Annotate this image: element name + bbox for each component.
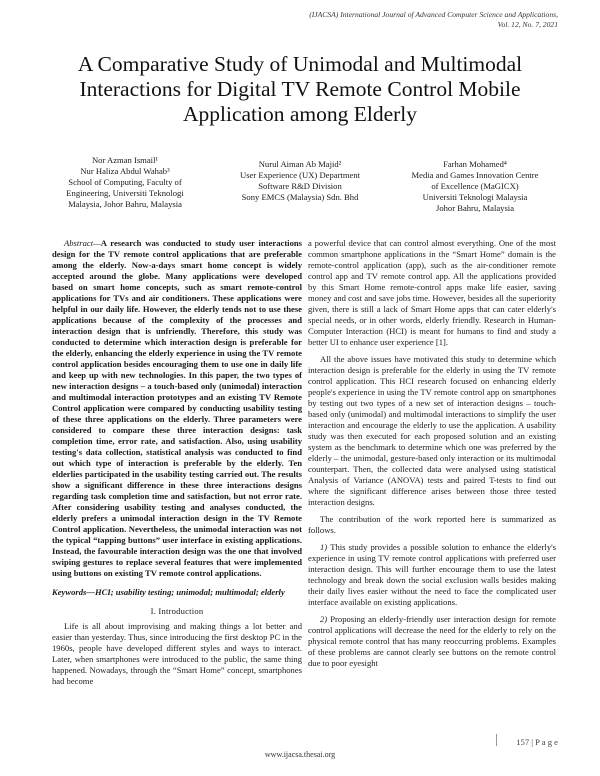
author-name: Farhan Mohamed⁴ — [443, 159, 507, 169]
title-line-3: Application among Elderly — [182, 102, 418, 126]
body-paragraph: The contribution of the work reported here is summarized as follows. — [308, 514, 556, 535]
title-line-2: Interactions for Digital TV Remote Control Mobile — [79, 77, 521, 101]
affiliation-line: Sony EMCS (Malaysia) Sdn. Bhd — [241, 192, 359, 202]
contribution-item-2 — [308, 614, 556, 669]
affiliation-line: User Experience (UX) Department — [239, 170, 361, 180]
paper-title — [40, 52, 560, 127]
affiliation-line: Johor Bahru, Malaysia — [435, 203, 515, 213]
contribution-item-1 — [308, 542, 556, 608]
intro-paragraph: Life is all about improvising and making things a lot better and easier than yesterday. Thus, since introducing the first desktop PC in the 1960s, people have developed different styles and ways to interact. Later, when smartphones were introduced to the public, the same thing happened. Nowadays, through the “Smart Home” concept, smartphones had become — [52, 621, 302, 686]
journal-volume: Vol. 12, No. 7, 2021 — [497, 20, 558, 29]
body-paragraph: a powerful device that can control almost everything. One of the most common smartphone applications in the “Smart Home” domain is the remote-control application (app), such as the air-conditioner remote control app and TV remote control app. All the applications provided by this Smart Home remote-control apps make life easier, saving money and cost and save jobs time. However, besides all the superiority given, there is still a lack of Smart Home apps that can cater elderly's special needs, or in other words, elderly friendly. Research in Human-Computer Interaction (HCI) is meant for humans to find and study a better UI to enhance user experience [1]. — [308, 238, 556, 347]
item-number: 2) — [320, 614, 328, 624]
keywords: Keywords—HCI; usability testing; unimodal; multimodal; elderly — [52, 587, 285, 597]
affiliation-line: Media and Games Innovation Centre — [411, 170, 539, 180]
item-number: 1) — [320, 542, 328, 552]
author-block — [40, 155, 560, 214]
author-column-3 — [390, 155, 560, 214]
page-number: 157 | P a g e — [516, 737, 558, 747]
footer-divider — [496, 734, 497, 746]
affiliation-line: Malaysia, Johor Bahru, Malaysia — [68, 199, 182, 209]
affiliation-line: Software R&D Division — [258, 181, 342, 191]
section-heading-introduction: I. Introduction — [150, 606, 204, 616]
journal-url: www.ijacsa.thesai.org — [264, 750, 336, 759]
item-text: This study provides a possible solution to enhance the elderly's experience in using TV remote control applications with preferred user interaction design. This will further encourage them to use the latest technology and break down the social exclusion walls besides making their daily lives easier without the need to face the complicated user interface available on existing applications. — [308, 542, 557, 607]
author-name: Nur Haliza Abdul Wahab³ — [80, 166, 170, 176]
affiliation-line: School of Computing, Faculty of — [68, 177, 182, 187]
author-name: Nor Azman Ismail¹ — [91, 155, 159, 165]
left-column — [52, 238, 302, 687]
abstract-lead: Abstract— — [64, 238, 101, 248]
abstract — [52, 238, 302, 579]
abstract-text: A research was conducted to study user interactions design for the TV remote control applications that are preferable among the elderly. Now-a-days smart home concept is widely accepted around the globe. Many applications were developed based on smart home concepts, such as smart remote-control applications for TVs and air conditioners. These applications were helpful in our daily life. However, the elderly tends not to use these applications because of the complexity of the processes and interaction design that is unfriendly. Therefore, this study was conducted to determine which interaction design is preferable for the elderly, enhancing the elderly experience in using the TV remote control application besides encouraging them to use one in daily life and keep up with new technologies. In this paper, the two types of new interaction designs – a touch-based only (unimodal) interaction and multimodal interaction prototypes and an existing TV Remote Control application were compared by conducting usability testing of these three applications on the elderly. Three parameters were considered to compare these three interaction designs: task completion time, error rate, and satisfaction. Also, using usability testing's data collection, statistical analysis was conducted to find out which type of interaction is preferable by the elderly. Ten elderlies participated in the usability testing carried out. The results show a significant difference in these three interactions designs regarding task completion time and satisfaction, but not error rate. After considering usability testing and analyses conducted, the elderly prefers a unimodal interaction design in the TV Remote Control application. Nevertheless, the unimodal interaction was not the typical “tapping buttons” user interface in existing applications. Instead, the favourable interaction design was the one that involved swiping gestures to replace several features that were implemented using buttons on existing TV remote control applications. — [52, 238, 302, 578]
journal-name: (IJACSA) International Journal of Advanced Computer Science and Applications, — [309, 10, 558, 19]
affiliation-line: Universiti Teknologi Malaysia — [422, 192, 528, 202]
author-column-1 — [40, 155, 210, 214]
body-paragraph: All the above issues have motivated this study to determine which interaction design is preferable for the elderly in using the TV remote control application. This HCI research focused on enhancing elderly people's experience in using the TV remote control app on smartphones by testing out two types of a new set of interaction designs – touch-based only (unimodal) and multimodal interactions to simplify the user interaction and encourage the elderly to use the application. A usability study was then executed for each proposed solution and an existing system as the benchmark to determine which one was preferred by the elderly – the unimodal, gesture-based only interaction or its multimodal counterpart. Then, the collected data were analysed using statistical Analysis of Variance (ANOVA) tests and paired T-tests to find out where the significant difference arises between those three tested interaction designs. — [308, 354, 556, 507]
author-name: Nurul Aiman Ab Majid² — [258, 159, 342, 169]
journal-header — [309, 10, 558, 30]
affiliation-line: of Excellence (MaGICX) — [431, 181, 519, 191]
item-text: Proposing an elderly-friendly user interaction design for remote control applications will decrease the need for the elderly to rely on the physical remote control that has many reoccurring problems. Examples of these problems are cannot clearly see buttons on the remote control due to poor eyesight — [308, 614, 556, 668]
author-column-2 — [210, 155, 390, 214]
affiliation-line: Engineering, Universiti Teknologi — [66, 188, 184, 198]
right-column — [308, 238, 556, 669]
title-line-1: A Comparative Study of Unimodal and Multimodal — [77, 52, 523, 76]
